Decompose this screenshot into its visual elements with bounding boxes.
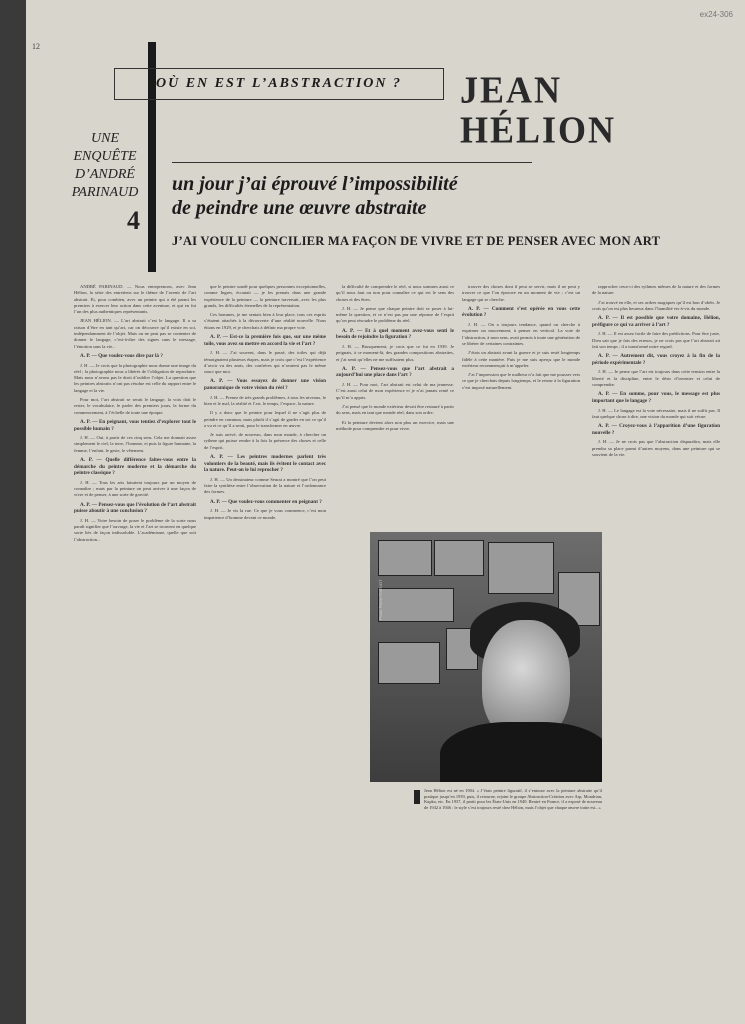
enquete-number: 4 — [127, 206, 140, 235]
enquete-line: ENQUÊTE — [73, 149, 137, 164]
article-paragraph: J. H. — Votre besoin de poser le problème de la sorte nous paraît signifier que l’ouvrage, la vie et l’art se trouvent en quelque sorte liés de façon indissoluble. L’académisme, quelle que soit l’abstraction... — [74, 517, 196, 542]
subheadline: J’AI VOULU CONCILIER MA FAÇON DE VIVRE ET DE PENSER AVEC MON ART — [172, 234, 661, 248]
article-paragraph: ANDRÉ PARINAUD. — Nous entreprenons, avec Jean Hélion, la série des entretiens sur le thème de l’avenir de l’art abstrait. Et, pour combien, avec un peintre qui a été parmi les premiers à exercer leur action dans cette aventure, et qui en fut l’un des plus authentiques représentants. — [74, 284, 196, 315]
interview-question: A. P. — Que voulez-vous dire par là ? — [80, 352, 163, 359]
article-paragraph: J. H. — J’ai souvent, dans le passé, des toiles qui déjà témoignaient plusieurs étapes, mais je crois que c’est l’expérience d’avoir vu des amis, des confrères qui n’avaient pas le même souci que moi. — [204, 350, 326, 375]
author-last-name: HÉLION — [460, 108, 617, 151]
interview-question: A. P. — Les peintres modernes parlent très volontiers de la beauté, mais ils évitent le contact avec la nature. Peut-on le lui reprocher ? — [204, 454, 326, 474]
author-first-name: JEAN — [460, 69, 563, 112]
painting-image — [378, 642, 440, 684]
article-paragraph: J. H. — Oui, à partir de ces cinq sens. Cela me donnait assez simplement le ciel, la terre, l’homme, et puis la figure humaine, la femme, l’enfant, le geste, le vêtement. — [74, 435, 196, 453]
article-paragraph: J. H. — Pour moi, l’art abstrait est celui de ma jeunesse. C’est aussi celui de mon expérience et je n’ai jamais renié ce qu’il m’a appris. — [336, 382, 454, 400]
article-paragraph: Il y a donc que le peintre pour lequel il ne s’agit plus de peindre en commun, mais plutôt il s’agit de garder en soi ce qu’il a vu et ce qu’il a senti, pour le transformer en œuvre. — [204, 410, 326, 428]
painting-image — [434, 540, 484, 576]
article-paragraph: J. H. — Un dessinateur comme Seurat a montré que l’on peut faire la synthèse entre l’observation de la nature et l’ordonnance des formes. — [204, 476, 326, 495]
enquete-label — [70, 130, 140, 235]
headline — [172, 172, 692, 220]
interview-question: A. P. — Il est possible que votre domaine, Hélion, préfigure ce qui va arriver à l’art ? — [592, 315, 720, 328]
article-column-5 — [592, 284, 720, 1014]
article-paragraph: J. H. — Le langage est la voie nécessaire, mais il ne suffit pas. Il faut quelque chose à dire, une vision du monde qui soit vécue. — [592, 407, 720, 419]
article-paragraph: la difficulté de comprendre le réel, si nous sommes aussi ce qu’il nous faut ou non pour connaître ce qui est le sens des choses et des êtres. — [336, 284, 454, 302]
article-paragraph: Et la peinture devient alors non plus un exercice, mais une méthode pour comprendre et pour vivre. — [336, 419, 454, 431]
article-paragraph: J. H. — Tous les arts faisaient toujours par un moyen de connaître ; mais par la peinture on peut arriver à une façon de vivre et de penser, à une sorte de gravité. — [74, 479, 196, 498]
article-paragraph: J. H. — Il est assez facile de faire des prédictions. Pour être juste, Dieu sait que je fais des erreurs, je ne crois pas que l’art abstrait ait fait son temps ; il a transformé notre regard. — [592, 331, 720, 349]
portrait-photo — [370, 532, 602, 782]
interview-question: A. P. — Quelle différence faites-vous entre la démarche du peintre moderne et la démarche du peintre classique ? — [74, 457, 196, 477]
interview-question: A. P. — Est-ce la première fois que, sur une même toile, vous avez su mettre en accord la vie et l’art ? — [204, 334, 326, 347]
interview-question: A. P. — Vous essayez de donner une vision panoramique de votre vision du réel ? — [204, 378, 326, 392]
article-paragraph: J. H. — Brusquement, je crois que ce fut en 1939. Je peignais, à ce moment-là, des grandes compositions abstraites, et j’ai senti qu’elles ne me suffisaient plus. — [336, 343, 454, 362]
caption-marker — [414, 790, 420, 804]
article-paragraph: Je suis arrivé, de nouveau, dans mon monde, à chercher un rythme qui puisse rendre à la fois la présence des choses et celle de l’esprit. — [204, 432, 326, 450]
page-number: 12 — [32, 42, 40, 51]
painting-image — [378, 588, 454, 622]
portrait-body — [440, 722, 602, 782]
article-column-2 — [204, 284, 326, 1014]
article-paragraph: J. H. — Prenez de très grands problèmes, à tous les niveaux, le bien et le mal, la réalité et l’art, le temps, l’espace, la nature. — [204, 394, 326, 406]
photo-caption: Jean Hélion est né en 1904. « J’étais peintre figuratif, il s’entoure avec la peinture abstraite qu’il pratique jusqu’en 1939, puis, il retourne, rejoint le groupe Abstraction-Création avec Arp, Mondrian, Kupka, etc. En 1937, il partit pour les États-Unis en 1940. Rentré en France, il a exposé de nouveau de 1942 à 1946 : le style s’est toujours resté chez Hélion, mais l’objet que chaque œuvre traite est...» — [424, 788, 602, 810]
interview-question: A. P. — Croyez-vous à l’apparition d’une figuration nouvelle ? — [592, 423, 720, 436]
article-paragraph: JEAN HÉLION. — L’art abstrait c’est le langage. Il a sa raison d’être en tant qu’art, car on découvre qu’il existe en soi, indépendamment de l’objet. Mais on ne peut pas se contenter de donner le langage, c’est-à-dire des signes sans le message, l’émotion sans la vie... — [74, 318, 196, 349]
interview-question: A. P. — En peignant, vous tentiez d’explorer tout le possible humain ? — [74, 418, 196, 432]
newspaper-page — [26, 0, 745, 1024]
article-paragraph: trouver des choses dont il peut se servir, mais il ne peut y trouver ce que l’on éprouve en un moment de vie ; c’est un langage qui se cherche. — [462, 284, 580, 302]
article-paragraph: J’étais un abstrait avant la guerre et je suis resté longtemps fidèle à cette manière. Puis je me suis aperçu que le monde extérieur recommençait à m’appeler. — [462, 350, 580, 368]
author-name — [460, 70, 616, 150]
enquete-line: D’ANDRÉ — [75, 167, 135, 182]
interview-question: A. P. — Que voulez-vous commenter en peignant ? — [210, 498, 322, 505]
archive-reference: ex24-306 — [699, 10, 733, 19]
article-paragraph: que le peintre soudé pour quelques personnes exceptionnelles, comme Ingres, écoutait — je les prenais dans une grande expérience de la peinture — la peinture traversait, avec les plus grands, les difficultés éternelles de la représentation. — [204, 284, 326, 308]
headline-line: un jour j’ai éprouvé l’impossibilité — [172, 173, 458, 195]
enquete-line: PARINAUD — [71, 185, 139, 200]
photo-credit: Photo Pierre GUÉNOT — [378, 579, 383, 620]
interview-question: A. P. — Pensez-vous que l’art abstrait a aujourd’hui une place dans l’art ? — [336, 365, 454, 379]
article-paragraph: J. H. — On a toujours tendance, quand on cherche à exprimer un mouvement, à penser en vertical. La voie de l’abstraction, à mon sens, avait permis à toute une génération de se libérer de certaines contraintes. — [462, 322, 580, 346]
article-paragraph: Ces hommes, je me sentais bien à leur place, tous ces esprits s’étaient attachés à la découverte d’une réalité nouvelle. Nous étions en 1929, et je cherchais à définir ma propre voie. — [204, 312, 326, 330]
interview-question: A. P. — Pensez-vous que l’évolution de l’art abstrait puisse aboutir à une conclusion ? — [74, 501, 196, 515]
article-paragraph: J’ai pensé que le monde extérieur devait être restauré à partir du sens, mais en tant que monde réel, dans son ordre. — [336, 403, 454, 416]
article-paragraph: rapprocher ceux-ci des rythmes mêmes de la nature et des formes de la nature. — [592, 284, 720, 296]
enquete-line: UNE — [91, 131, 119, 146]
article-paragraph: J. H. — Je crois que la photographie nous donne une image du réel ; la photographie nous a libérés de l’obligation de reproduire. Mais nous n’avons pas le droit d’oublier l’objet. La question que les peintres abstraits n’ont pas résolue est celle du rapport entre le langage et la vie. — [74, 362, 196, 393]
interview-question: A. P. — Comment s’est opérée en vous cette évolution ? — [462, 305, 580, 319]
article-paragraph: J’ai trouvé en elle, et ses ordres magiques qu’il est bon d’obéir. Je crois qu’on est plus heureux dans l’humilité vis-à-vis du monde. — [592, 299, 720, 311]
article-paragraph: Pour moi, l’art abstrait se serait le langage, la voix doit le rester, le vocabulaire, le parler des premiers jours, la forme du commencement, à l’échelle de toute une époque. — [74, 397, 196, 415]
interview-question: A. P. — En somme, pour vous, le message est plus important que le langage ? — [592, 391, 720, 404]
series-title: OÙ EN EST L’ABSTRACTION ? — [114, 68, 444, 100]
interview-question: A. P. — Et à quel moment avez-vous senti le besoin de rejoindre la figuration ? — [336, 327, 454, 341]
interview-question: A. P. — Autrement dit, vous croyez à la fin de la période expérimentale ? — [592, 353, 720, 366]
article-paragraph: J. H. — Je vis la rue. Ce que je vous commence, c’est mon impatience d’homme devant ce monde. — [204, 508, 326, 520]
headline-line: de peindre une œuvre abstraite — [172, 197, 427, 219]
header-rule — [172, 162, 532, 163]
article-column-1 — [74, 284, 196, 1014]
painting-image — [488, 542, 554, 594]
painting-image — [378, 540, 432, 576]
article-paragraph: J’ai l’impression que le malheur n’a fait que me pousser vers ce que je cherchais depuis longtemps, et le retour à la figuration s’est imposé naturellement. — [462, 372, 580, 390]
article-paragraph: J. H. — Je pense que l’art est toujours dans cette tension entre la liberté et la discipline, entre le désir d’inventer et celui de comprendre. — [592, 369, 720, 388]
article-paragraph: J. H. — Je pense que chaque peintre doit se poser à lui-même la question, et ce n’est pas par une réponse de l’esprit qu’on peut résoudre le problème du réel. — [336, 305, 454, 324]
article-paragraph: J. H. — Je ne crois pas que l’abstraction disparaîtra, mais elle prendra sa place parmi d’autres moyens, dans une peinture qui se souvient de la vie. — [592, 439, 720, 457]
